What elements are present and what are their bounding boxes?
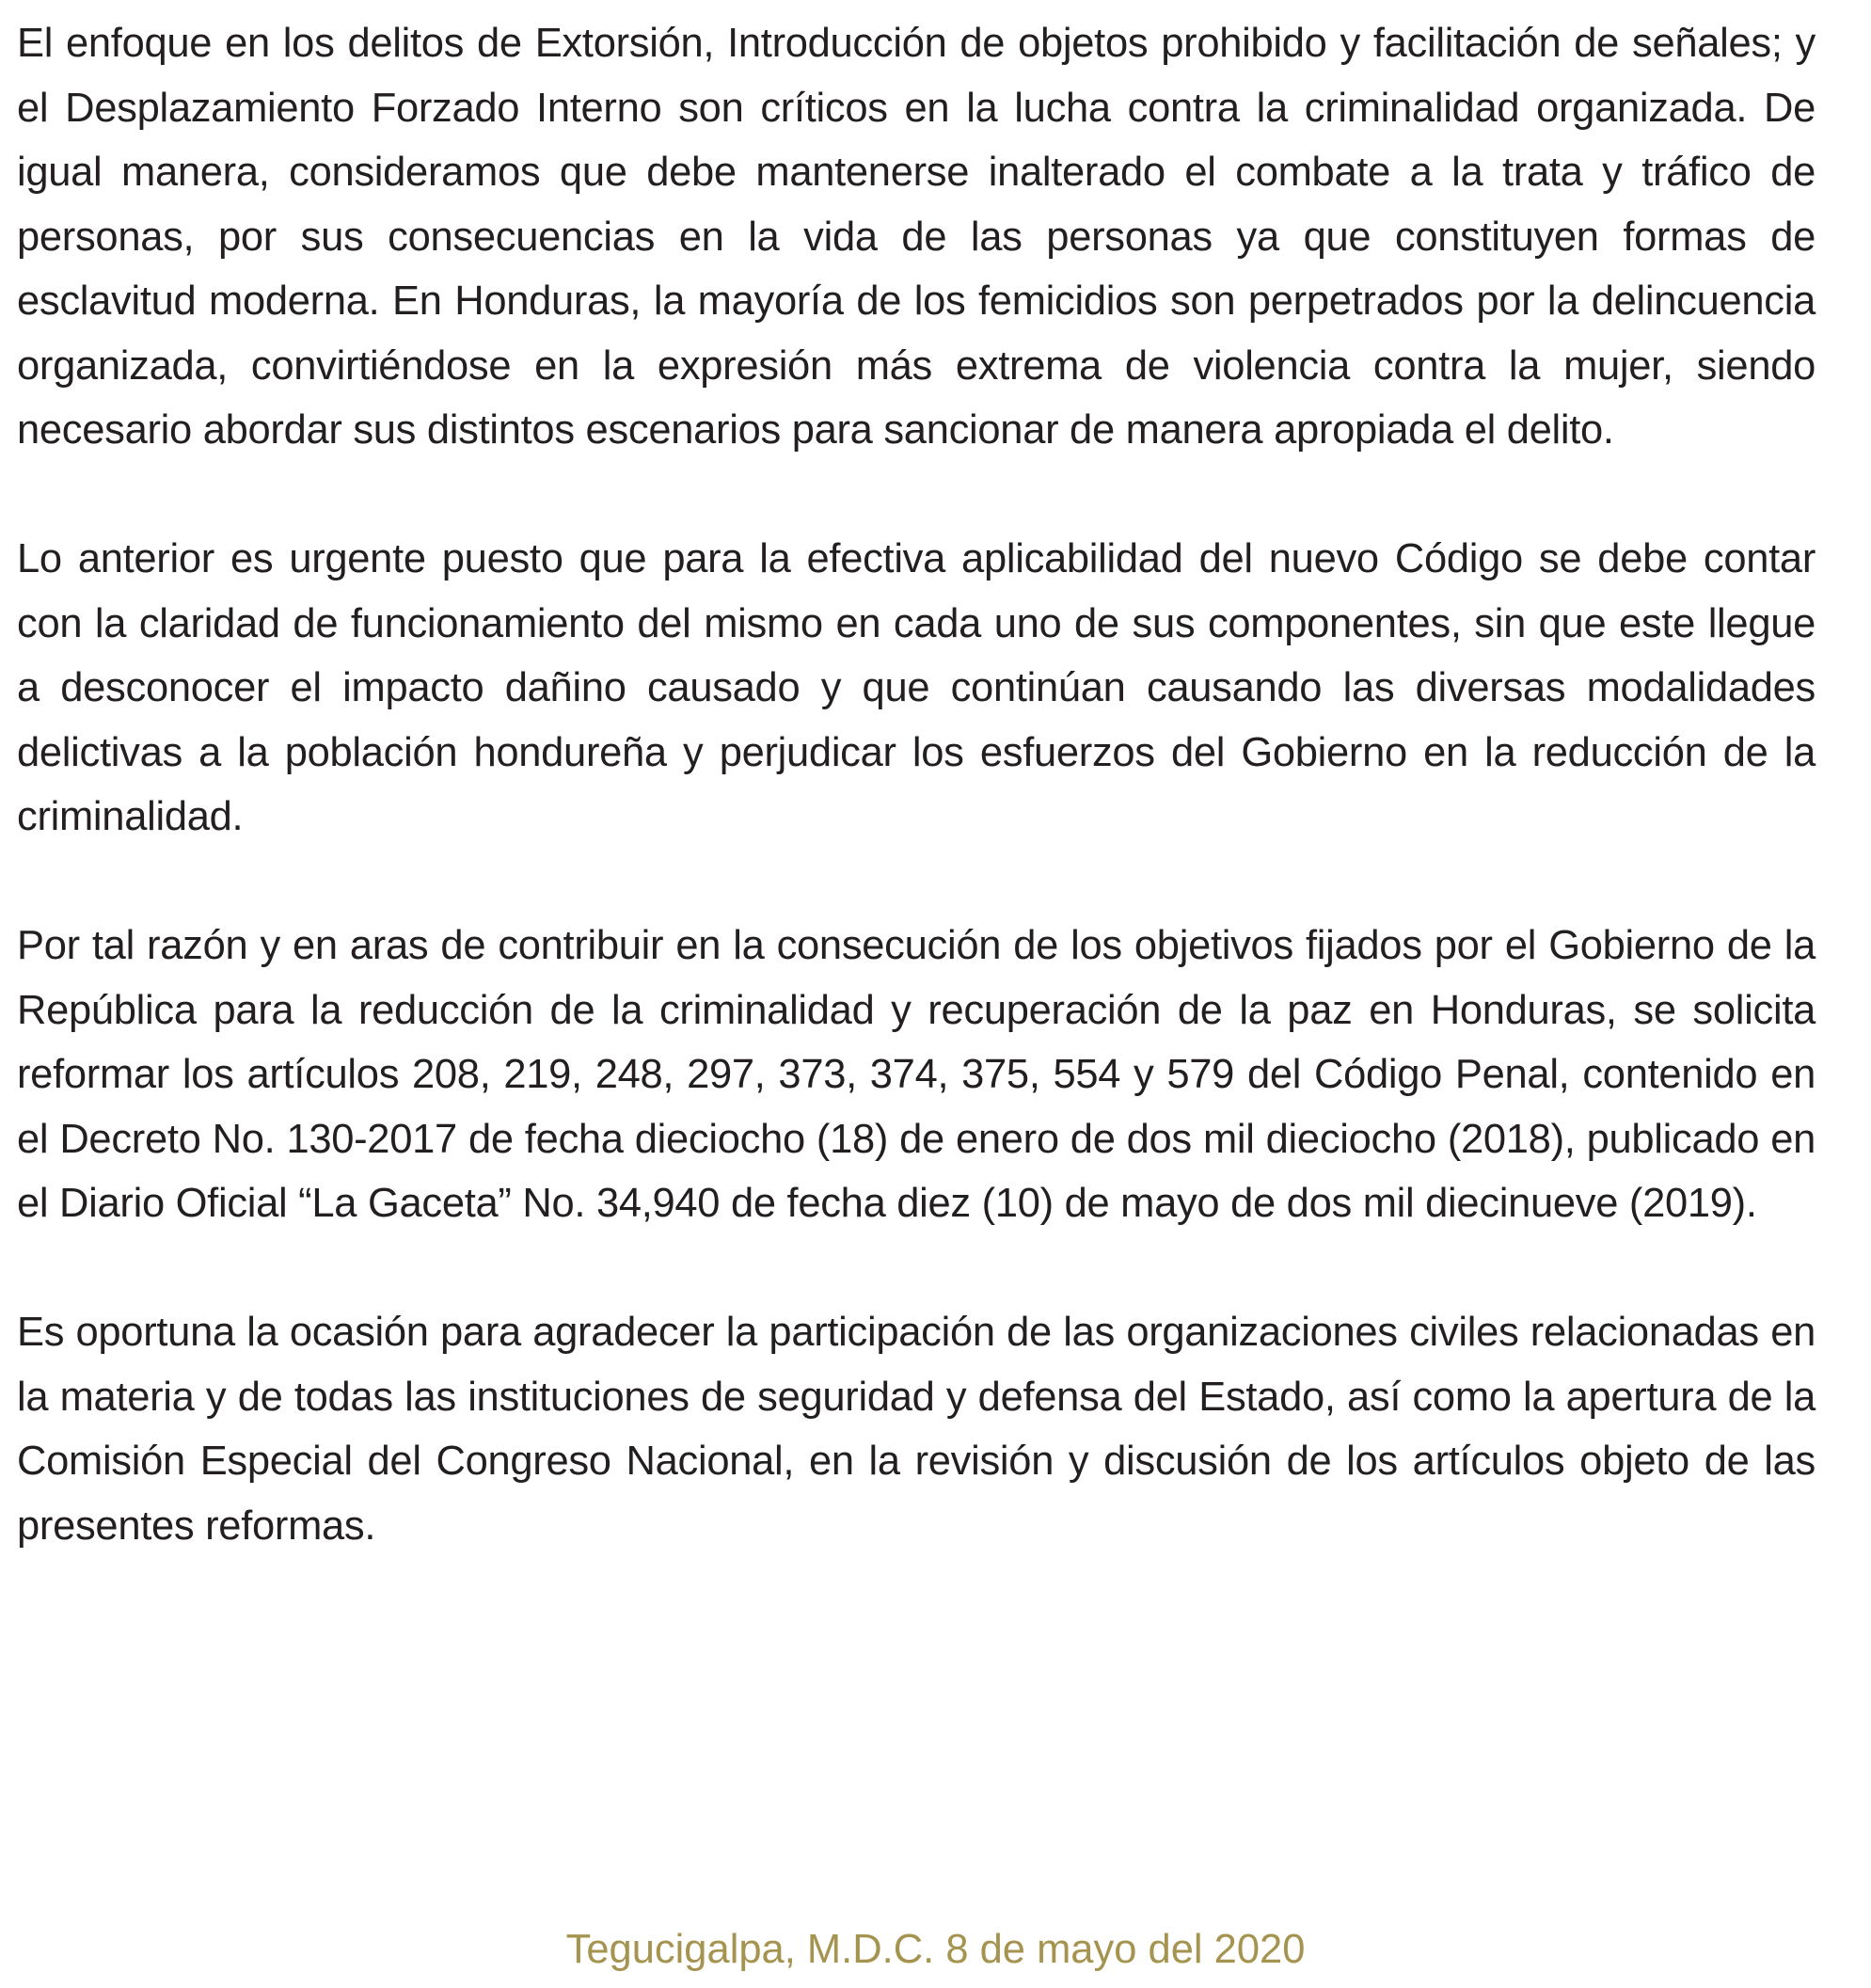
- paragraph-extortion-focus: El enfoque en los delitos de Extorsión, Introducción de objetos prohibido y facilitación de señales; y el Desplazamiento Forzado Interno son críticos en la lucha contra la criminalidad organizada. De igual manera, consideramos que debe mantenerse inalterado el combate a la trata y tráfico de personas, por sus consecuencias en la vida de las personas ya que constituyen formas de esclavitud moderna. En Honduras, la mayoría de los femicidios son perpetrados por la delincuencia organizada, convirtiéndose en la expresión más extrema de violencia contra la mujer, siendo necesario abordar sus distintos escenarios para sancionar de manera apropiada el delito.: [17, 21, 1816, 453]
- document-body: [17, 11, 1816, 1623]
- paragraph-acknowledgement: Es oportuna la ocasión para agradecer la participación de las organizaciones civiles relacionadas en la materia y de todas las instituciones de seguridad y defensa del Estado, así como la apertura de la Comisión Especial del Congreso Nacional, en la revisión y discusión de los artículos objeto de las presentes reformas.: [17, 1310, 1816, 1549]
- place-date-signoff: Tegucigalpa, M.D.C. 8 de mayo del 2020: [565, 1927, 1306, 1972]
- paragraph-urgency: Lo anterior es urgente puesto que para la efectiva aplicabilidad del nuevo Código se debe contar con la claridad de funcionamiento del mismo en cada uno de sus componentes, sin que este llegue a desconocer el impacto dañino causado y que continúan causando las diversas modalidades delictivas a la población hondureña y perjudicar los esfuerzos del Gobierno en la reducción de la criminalidad.: [17, 536, 1816, 839]
- paragraph-reform-request: Por tal razón y en aras de contribuir en la consecución de los objetivos fijados por el Gobierno de la República para la reducción de la criminalidad y recuperación de la paz en Honduras, se solicita reformar los artículos 208, 219, 248, 297, 373, 374, 375, 554 y 579 del Código Penal, contenido en el Decreto No. 130-2017 de fecha dieciocho (18) de enero de dos mil dieciocho (2018), publicado en el Diario Oficial “La Gaceta” No. 34,940 de fecha diez (10) de mayo de dos mil diecinueve (2019).: [17, 923, 1816, 1226]
